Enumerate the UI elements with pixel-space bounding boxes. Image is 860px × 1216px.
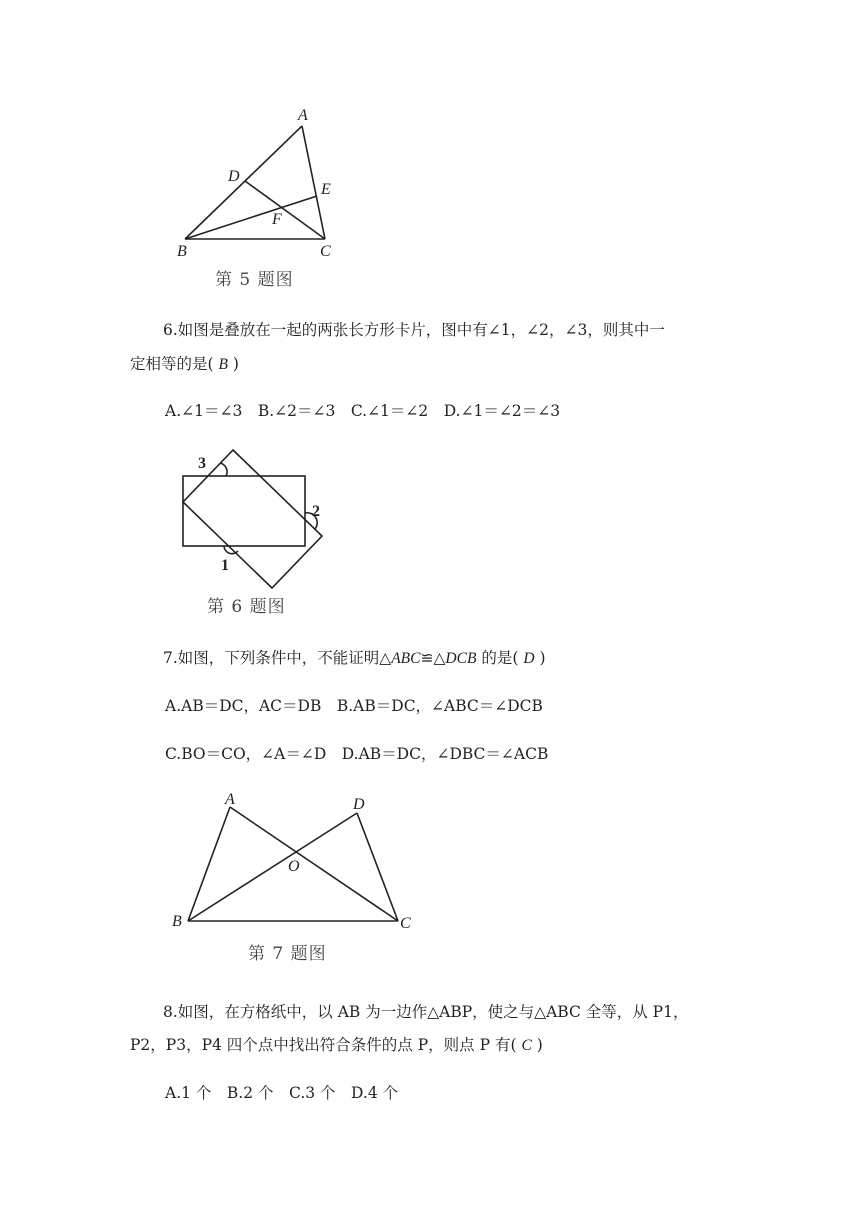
figure-6-svg — [180, 450, 340, 620]
q7-close-paren: ) — [539, 649, 546, 667]
segment-dc — [357, 813, 398, 921]
segment-ab — [188, 807, 230, 921]
q6-close-paren: ) — [232, 355, 239, 373]
segment-dc — [245, 181, 325, 239]
figure-5 — [165, 100, 365, 295]
q7-stem-abc: ABC — [391, 650, 421, 667]
q8-line2 — [130, 1033, 543, 1055]
segment-ac — [230, 807, 398, 921]
label-c: C — [400, 915, 411, 932]
q7-options-row2: C.BO＝CO，∠A＝∠D D.AB＝DC，∠DBC＝∠ACB — [165, 745, 549, 763]
q8-line1: 8.如图，在方格纸中，以 AB 为一边作△ABP，使之与△ABC 全等，从 P1， — [163, 1003, 689, 1021]
label-c: C — [320, 243, 331, 260]
label-e: E — [321, 181, 331, 198]
figure-5-svg — [165, 100, 365, 295]
label-d: D — [228, 168, 240, 185]
q8-line2-text: P2，P3，P4 四个点中找出符合条件的点 P，则点 P 有( — [130, 1036, 517, 1054]
q7-answer: D — [523, 650, 535, 667]
figure-6-caption: 第 6 题图 — [207, 597, 286, 617]
figure-6 — [180, 450, 340, 620]
q6-line1: 6.如图是叠放在一起的两张长方形卡片，图中有∠1，∠2，∠3，则其中一 — [163, 321, 665, 339]
q6-answer: B — [218, 356, 228, 373]
q7-stem-a: 7.如图，下列条件中，不能证明△ — [163, 649, 392, 667]
segment-be — [185, 196, 317, 239]
segment-ba — [185, 126, 302, 239]
label-o: O — [288, 858, 300, 875]
label-a: A — [225, 791, 235, 808]
label-angle-3: 3 — [198, 455, 206, 472]
q8-close-paren: ) — [536, 1036, 543, 1054]
label-b: B — [172, 913, 182, 930]
label-a: A — [298, 107, 308, 124]
segment-bd — [188, 813, 357, 921]
q7-stem-e: 的是( — [476, 649, 519, 667]
label-f: F — [272, 211, 282, 228]
q6-stem-end: 定相等的是( — [130, 355, 214, 373]
label-angle-1: 1 — [221, 557, 229, 574]
label-angle-2: 2 — [312, 503, 320, 520]
q8-options: A.1 个 B.2 个 C.3 个 D.4 个 — [165, 1084, 399, 1102]
angle-3-arc — [220, 463, 227, 476]
q7-options-row1: A.AB＝DC，AC＝DB B.AB＝DC，∠ABC＝∠DCB — [165, 697, 543, 715]
figure-7-svg — [170, 785, 430, 970]
figure-5-caption: 第 5 题图 — [215, 270, 294, 290]
angle-1-arc — [224, 546, 238, 554]
q6-line2 — [130, 352, 239, 374]
label-b: B — [177, 243, 187, 260]
figure-7-caption: 第 7 题图 — [248, 944, 327, 964]
q6-options: A.∠1＝∠3 B.∠2＝∠3 C.∠1＝∠2 D.∠1＝∠2＝∠3 — [165, 402, 561, 420]
q8-answer: C — [521, 1037, 532, 1054]
label-d: D — [353, 796, 365, 813]
q7-stem — [163, 646, 546, 668]
q7-stem-dcb: DCB — [445, 650, 477, 667]
horizontal-card — [183, 476, 305, 546]
figure-7 — [170, 785, 430, 970]
q7-stem-congruent: ≌△ — [420, 649, 446, 667]
